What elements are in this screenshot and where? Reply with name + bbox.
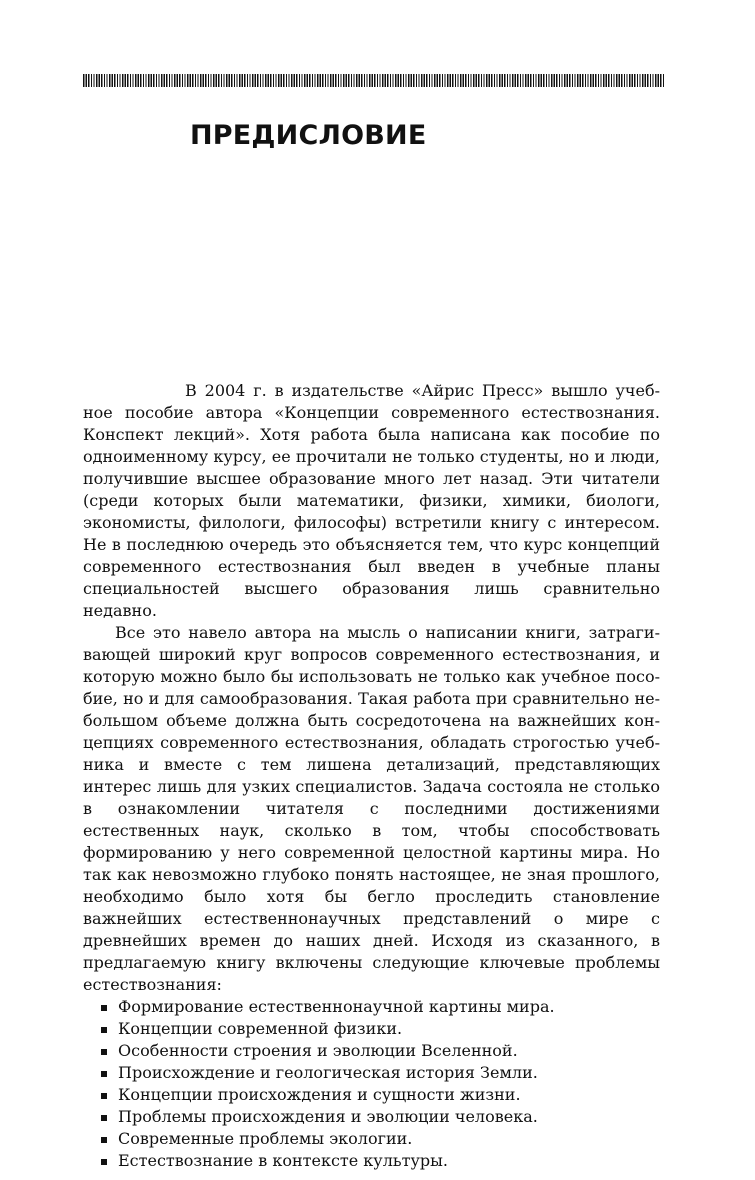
bullet-square-icon: [101, 1137, 107, 1143]
list-item-text: Проблемы происхождения и эволюции человека.: [118, 1107, 538, 1126]
bullet-square-icon: [101, 1005, 107, 1011]
list-item-text: Происхождение и геологическая история Земли.: [118, 1063, 538, 1082]
list-item-text: Особенности строения и эволюции Вселенной.: [118, 1041, 518, 1060]
list-item-text: Концепции современной физики.: [118, 1019, 403, 1038]
list-item-text: Естествознание в контексте культуры.: [118, 1151, 448, 1170]
list-item: [83, 1106, 660, 1128]
bullet-square-icon: [101, 1115, 107, 1121]
list-item-text: Концепции происхождения и сущности жизни.: [118, 1085, 521, 1104]
page-title: ПРЕДИСЛОВИЕ: [190, 120, 427, 151]
list-item: [83, 1040, 660, 1062]
list-item-text: Современные проблемы экологии.: [118, 1129, 413, 1148]
bullet-square-icon: [101, 1093, 107, 1099]
list-item: [83, 1084, 660, 1106]
bullet-square-icon: [101, 1071, 107, 1077]
bullet-square-icon: [101, 1049, 107, 1055]
list-item-text: Формирование естественнонаучной картины мира.: [118, 997, 555, 1016]
list-item: [83, 1150, 660, 1172]
bullet-list: [83, 996, 660, 1172]
bullet-square-icon: [101, 1027, 107, 1033]
body-text: [83, 380, 660, 1172]
list-item: [83, 1062, 660, 1084]
list-item: [83, 1128, 660, 1150]
list-item: [83, 996, 660, 1018]
paragraph-1: В 2004 г. в издательстве «Айрис Пресс» вышло учебное пособие автора «Концепции современного естествознания. Конспект лекций». Хотя работа была написана как пособие по одноименному курсу, ее прочитали не только студенты, но и люди, получившие высшее образование много лет назад. Эти читатели (среди которых были математики, физики, химики, биологи, экономисты, филологи, философы) встретили книгу с интересом. Не в последнюю очередь это объясняется тем, что курс концепций современного естествознания был введен в учебные планы специальностей высшего образования лишь сравнительно недавно.: [83, 381, 660, 620]
paragraph-2: Все это навело автора на мысль о написании книги, затрагивающей широкий круг вопросов современного естествознания, и которую можно было бы использовать не только как учебное пособие, но и для самообразования. Такая работа при сравнительно небольшом объеме должна быть сосредоточена на важнейших концепциях современного естествознания, обладать строгостью учебника и вместе с тем лишена детализаций, представляющих интерес лишь для узких специалистов. Задача состояла не столько в ознакомлении читателя с последними достижениями естественных наук, сколько в том, чтобы способствовать формированию у него современной целостной картины мира. Но так как невозможно глубоко понять настоящее, не зная прошлого, необходимо было хотя бы бегло проследить становление важнейших естественнонаучных представлений о мире с древнейших времен до наших дней. Исходя из сказанного, в предлагаемую книгу включены следующие ключевые проблемы естествознания:: [83, 623, 660, 994]
list-item: [83, 1018, 660, 1040]
bullet-square-icon: [101, 1159, 107, 1165]
header-rule: [83, 74, 665, 87]
